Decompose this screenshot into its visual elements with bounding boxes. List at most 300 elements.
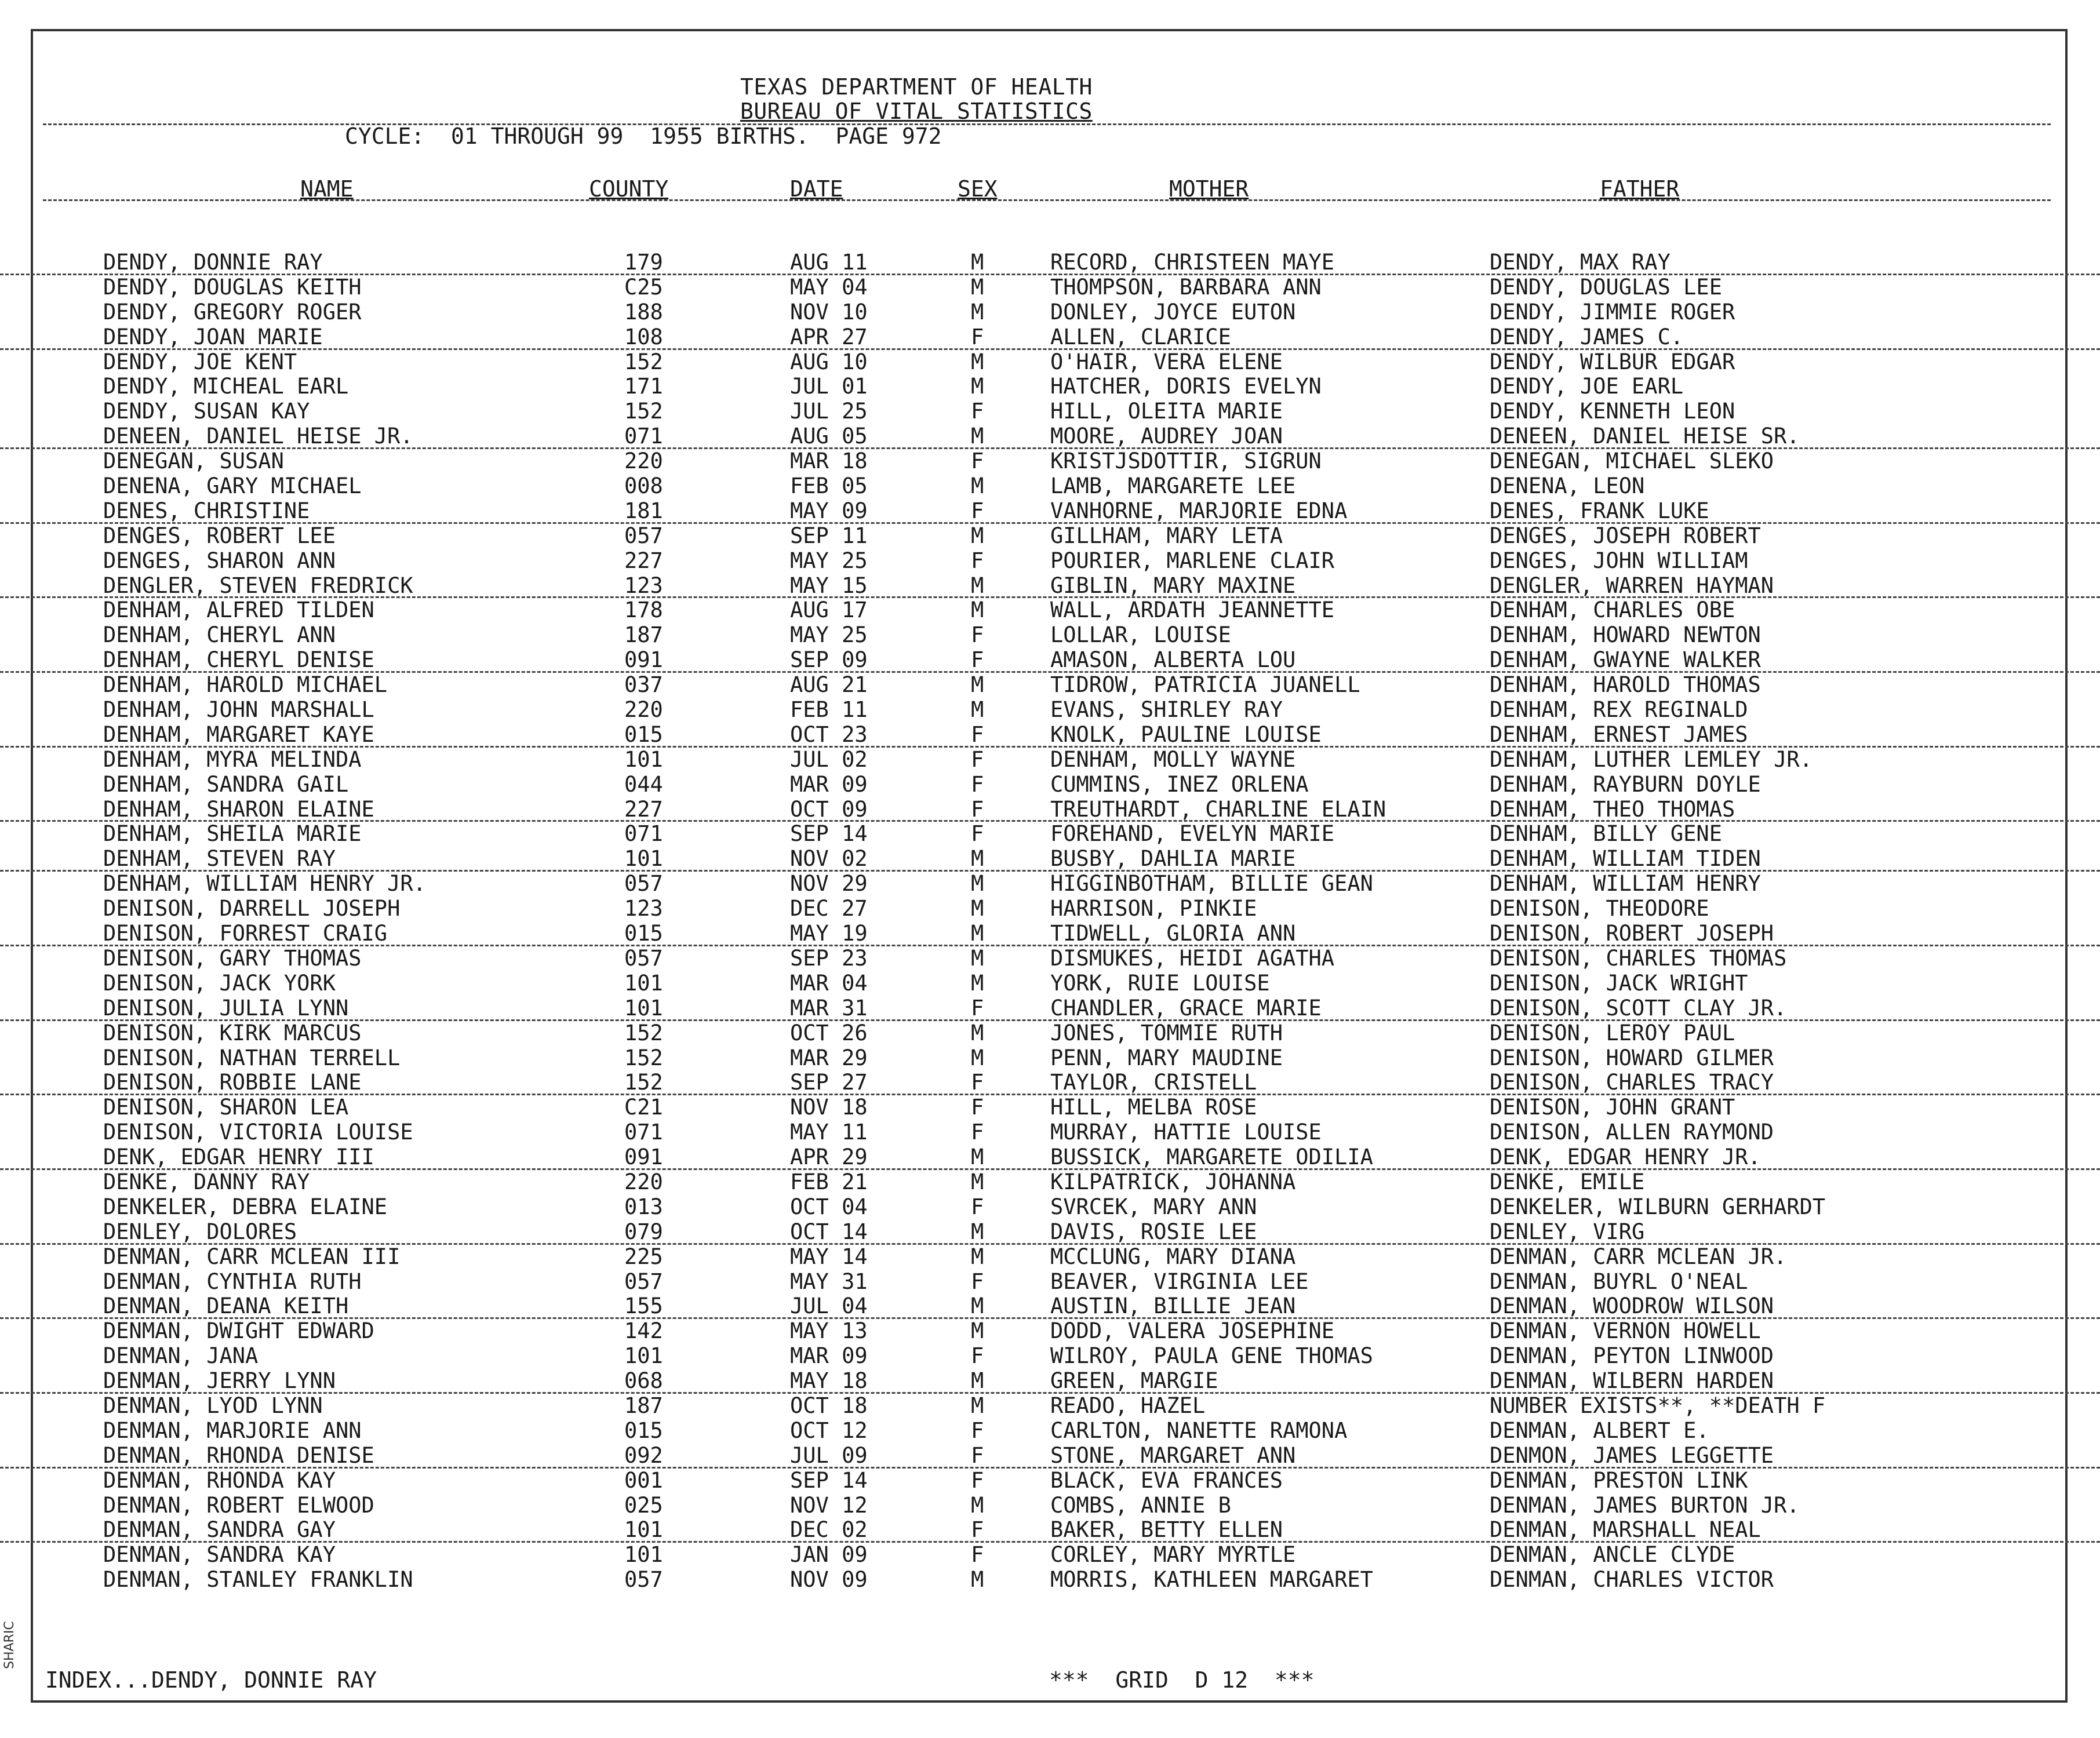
cell-date: NOV 29 <box>790 871 868 897</box>
cell-father: DENHAM, BILLY GENE <box>1490 821 1722 847</box>
cell-county: 057 <box>624 523 663 548</box>
cell-date: MAY 25 <box>790 622 868 648</box>
table-row <box>0 1120 2100 1145</box>
cell-sex: M <box>971 1492 984 1518</box>
table-row <box>0 1493 2100 1518</box>
cell-father: DENDY, KENNETH LEON <box>1490 399 1735 424</box>
cell-sex: F <box>971 1467 984 1493</box>
table-row <box>0 275 2100 300</box>
cell-father: DENEGAN, MICHAEL SLEKO <box>1490 449 1774 474</box>
page-title: TEXAS DEPARTMENT OF HEALTH <box>740 74 1093 100</box>
cell-county: 188 <box>624 299 663 325</box>
cell-county: 220 <box>624 1169 663 1194</box>
table-row <box>0 698 2100 723</box>
table-row <box>0 1220 2100 1245</box>
cell-name: DENDY, DONNIE RAY <box>103 250 323 275</box>
cell-name: DENEEN, DANIEL HEISE JR. <box>103 424 413 449</box>
cell-date: JAN 09 <box>790 1542 868 1568</box>
table-row <box>0 325 2100 350</box>
table-row <box>0 1245 2100 1270</box>
cell-date: MAR 09 <box>790 1343 868 1369</box>
cell-county: 015 <box>624 722 663 747</box>
cell-father: DENES, FRANK LUKE <box>1490 498 1709 523</box>
cell-sex: M <box>971 1393 984 1418</box>
table-row <box>0 1021 2100 1046</box>
cell-county: 142 <box>624 1318 663 1344</box>
col-header-sex: SEX <box>958 176 998 202</box>
cell-sex: M <box>971 871 984 897</box>
table-row <box>0 1095 2100 1120</box>
cell-sex: F <box>971 498 984 523</box>
table-row <box>0 574 2100 599</box>
table-row <box>0 996 2100 1021</box>
table-row <box>0 250 2100 275</box>
cell-county: 152 <box>624 349 663 374</box>
cell-name: DENISON, GARY THOMAS <box>103 945 362 971</box>
cell-father: DENISON, ROBERT JOSEPH <box>1490 921 1774 946</box>
cell-county: 079 <box>624 1219 663 1244</box>
cell-date: DEC 27 <box>790 896 868 921</box>
cell-father: DENHAM, ERNEST JAMES <box>1490 722 1748 747</box>
cell-sex: M <box>971 1045 984 1070</box>
cell-sex: F <box>971 1442 984 1468</box>
cell-mother: READO, HAZEL <box>1050 1393 1206 1418</box>
cell-date: OCT 26 <box>790 1020 868 1045</box>
cell-father: DENMAN, CARR MCLEAN JR. <box>1490 1244 1787 1269</box>
cell-date: MAR 29 <box>790 1045 868 1070</box>
cell-date: OCT 14 <box>790 1219 868 1244</box>
cell-father: DENHAM, HAROLD THOMAS <box>1490 672 1761 698</box>
cell-name: DENISON, JULIA LYNN <box>103 995 349 1021</box>
cell-sex: M <box>971 970 984 996</box>
table-row <box>0 623 2100 648</box>
cell-father: DENISON, CHARLES TRACY <box>1490 1070 1774 1095</box>
cell-sex: M <box>971 523 984 548</box>
cycle-line: CYCLE: 01 THROUGH 99 1955 BIRTHS. PAGE 972 <box>345 123 942 149</box>
table-row <box>0 1070 2100 1095</box>
cell-mother: HIGGINBOTHAM, BILLIE GEAN <box>1050 871 1373 897</box>
cell-county: 057 <box>624 1269 663 1294</box>
cell-mother: YORK, RUIE LOUISE <box>1050 970 1270 996</box>
cell-date: NOV 10 <box>790 299 868 325</box>
cell-name: DENDY, JOAN MARIE <box>103 324 323 349</box>
table-row <box>0 971 2100 996</box>
cell-county: 057 <box>624 1567 663 1593</box>
cell-name: DENISON, FORREST CRAIG <box>103 921 388 946</box>
cell-sex: M <box>971 1145 984 1170</box>
cell-county: 101 <box>624 1517 663 1543</box>
cell-sex: M <box>971 424 984 449</box>
cell-county: 227 <box>624 548 663 573</box>
cell-mother: LAMB, MARGARETE LEE <box>1050 473 1296 499</box>
cell-mother: DAVIS, ROSIE LEE <box>1050 1219 1257 1244</box>
table-row <box>0 1469 2100 1493</box>
cell-county: 092 <box>624 1442 663 1468</box>
cell-mother: JONES, TOMMIE RUTH <box>1050 1020 1283 1045</box>
cell-county: 152 <box>624 1045 663 1070</box>
cell-county: 220 <box>624 449 663 474</box>
cell-sex: M <box>971 597 984 623</box>
cell-name: DENISON, JACK YORK <box>103 970 336 996</box>
cell-father: DENISON, HOWARD GILMER <box>1490 1045 1774 1070</box>
table-row <box>0 1319 2100 1344</box>
cell-county: 091 <box>624 647 663 673</box>
cell-date: MAY 09 <box>790 498 868 523</box>
table-row <box>0 1270 2100 1295</box>
cell-date: NOV 18 <box>790 1095 868 1120</box>
cell-date: MAR 31 <box>790 995 868 1021</box>
table-row <box>0 723 2100 748</box>
cell-name: DENISON, ROBBIE LANE <box>103 1070 362 1095</box>
cell-name: DENMAN, DEANA KEITH <box>103 1294 349 1319</box>
cell-name: DENHAM, SHARON ELAINE <box>103 796 374 822</box>
cell-father: DENMAN, PRESTON LINK <box>1490 1467 1748 1493</box>
cell-sex: F <box>971 647 984 673</box>
table-row <box>0 1046 2100 1071</box>
margin-label: SHARIC <box>2 1621 17 1669</box>
cell-father: DENISON, CHARLES THOMAS <box>1490 945 1787 971</box>
cell-mother: MURRAY, HATTIE LOUISE <box>1050 1120 1322 1145</box>
cell-mother: KILPATRICK, JOHANNA <box>1050 1169 1296 1194</box>
cell-county: 068 <box>624 1368 663 1394</box>
cell-mother: KRISTJSDOTTIR, SIGRUN <box>1050 449 1322 474</box>
cell-father: DENHAM, RAYBURN DOYLE <box>1490 771 1761 797</box>
index-footer: INDEX...DENDY, DONNIE RAY <box>45 1667 377 1693</box>
table-row <box>0 1419 2100 1444</box>
cell-mother: EVANS, SHIRLEY RAY <box>1050 697 1283 723</box>
col-header-father: FATHER <box>1600 176 1680 202</box>
cell-mother: HILL, MELBA ROSE <box>1050 1095 1257 1120</box>
table-row <box>0 797 2100 822</box>
cell-county: C21 <box>624 1095 663 1120</box>
cell-name: DENDY, GREGORY ROGER <box>103 299 362 325</box>
cell-name: DENKE, DANNY RAY <box>103 1169 310 1194</box>
cell-sex: F <box>971 1095 984 1120</box>
cell-mother: COMBS, ANNIE B <box>1050 1492 1231 1518</box>
cell-sex: M <box>971 1318 984 1344</box>
cell-date: NOV 12 <box>790 1492 868 1518</box>
cell-sex: M <box>971 921 984 946</box>
cell-name: DENHAM, CHERYL DENISE <box>103 647 374 673</box>
cell-date: MAY 04 <box>790 274 868 300</box>
cell-name: DENHAM, WILLIAM HENRY JR. <box>103 871 426 897</box>
cell-county: 015 <box>624 921 663 946</box>
cell-date: SEP 27 <box>790 1070 868 1095</box>
cell-date: MAY 13 <box>790 1318 868 1344</box>
cell-father: DENISON, ALLEN RAYMOND <box>1490 1120 1774 1145</box>
cell-father: DENMON, JAMES LEGGETTE <box>1490 1442 1774 1468</box>
cell-date: MAR 09 <box>790 771 868 797</box>
cell-name: DENISON, NATHAN TERRELL <box>103 1045 401 1070</box>
cell-father: DENLEY, VIRG <box>1490 1219 1645 1244</box>
cell-county: 057 <box>624 945 663 971</box>
cell-name: DENDY, DOUGLAS KEITH <box>103 274 362 300</box>
cell-father: DENDY, DOUGLAS LEE <box>1490 274 1722 300</box>
cell-county: 025 <box>624 1492 663 1518</box>
cell-name: DENISON, VICTORIA LOUISE <box>103 1120 413 1145</box>
cell-sex: M <box>971 945 984 971</box>
cell-sex: M <box>971 349 984 374</box>
table-row <box>0 1543 2100 1568</box>
col-header-mother: MOTHER <box>1169 176 1249 202</box>
cell-mother: MOORE, AUDREY JOAN <box>1050 424 1283 449</box>
cell-county: 015 <box>624 1418 663 1443</box>
cell-father: DENMAN, MARSHALL NEAL <box>1490 1517 1761 1543</box>
cell-name: DENMAN, ROBERT ELWOOD <box>103 1492 374 1518</box>
col-header-county: COUNTY <box>589 176 669 202</box>
cell-sex: F <box>971 548 984 573</box>
cell-county: 057 <box>624 871 663 897</box>
cell-mother: DISMUKES, HEIDI AGATHA <box>1050 945 1335 971</box>
cell-sex: M <box>971 374 984 399</box>
table-row <box>0 300 2100 325</box>
cell-father: DENHAM, GWAYNE WALKER <box>1490 647 1761 673</box>
cell-mother: TAYLOR, CRISTELL <box>1050 1070 1257 1095</box>
cell-sex: F <box>971 1194 984 1219</box>
cell-name: DENHAM, ALFRED TILDEN <box>103 597 374 623</box>
cell-mother: WILROY, PAULA GENE THOMAS <box>1050 1343 1373 1369</box>
cell-county: 101 <box>624 846 663 872</box>
cell-name: DENISON, DARRELL JOSEPH <box>103 896 401 921</box>
cell-name: DENHAM, SANDRA GAIL <box>103 771 349 797</box>
cell-sex: F <box>971 722 984 747</box>
cell-county: 155 <box>624 1294 663 1319</box>
cell-sex: M <box>971 1169 984 1194</box>
cell-name: DENENA, GARY MICHAEL <box>103 473 362 499</box>
cell-sex: M <box>971 896 984 921</box>
cell-sex: F <box>971 1517 984 1543</box>
cell-father: DENMAN, JAMES BURTON JR. <box>1490 1492 1800 1518</box>
cell-county: 071 <box>624 424 663 449</box>
cell-name: DENMAN, CARR MCLEAN III <box>103 1244 401 1269</box>
cell-father: DENK, EDGAR HENRY JR. <box>1490 1145 1761 1170</box>
cell-name: DENKELER, DEBRA ELAINE <box>103 1194 388 1219</box>
cell-father: DENDY, JAMES C. <box>1490 324 1684 349</box>
cell-date: OCT 04 <box>790 1194 868 1219</box>
table-row <box>0 1444 2100 1469</box>
cell-name: DENISON, KIRK MARCUS <box>103 1020 362 1045</box>
cell-sex: F <box>971 1418 984 1443</box>
cell-county: 123 <box>624 573 663 598</box>
cell-father: DENMAN, WOODROW WILSON <box>1490 1294 1774 1319</box>
cell-date: FEB 21 <box>790 1169 868 1194</box>
table-row <box>0 1369 2100 1394</box>
cell-name: DENMAN, STANLEY FRANKLIN <box>103 1567 413 1593</box>
cell-father: DENGLER, WARREN HAYMAN <box>1490 573 1774 598</box>
cell-date: MAY 11 <box>790 1120 868 1145</box>
cell-mother: PENN, MARY MAUDINE <box>1050 1045 1283 1070</box>
cell-father: DENKELER, WILBURN GERHARDT <box>1490 1194 1826 1219</box>
cell-date: FEB 11 <box>790 697 868 723</box>
cell-date: MAR 04 <box>790 970 868 996</box>
cell-sex: F <box>971 1542 984 1568</box>
table-row <box>0 1195 2100 1220</box>
cell-father: DENHAM, HOWARD NEWTON <box>1490 622 1761 648</box>
cell-mother: BUSSICK, MARGARETE ODILIA <box>1050 1145 1373 1170</box>
cell-mother: STONE, MARGARET ANN <box>1050 1442 1296 1468</box>
cell-father: DENENA, LEON <box>1490 473 1645 499</box>
cell-sex: M <box>971 1020 984 1045</box>
header-divider <box>43 123 2051 125</box>
cell-father: DENMAN, VERNON HOWELL <box>1490 1318 1761 1344</box>
table-row <box>0 549 2100 574</box>
cell-sex: F <box>971 1343 984 1369</box>
cell-date: JUL 02 <box>790 746 868 772</box>
cell-father: DENISON, THEODORE <box>1490 896 1709 921</box>
cell-father: NUMBER EXISTS**, **DEATH F <box>1490 1393 1826 1418</box>
cell-date: APR 29 <box>790 1145 868 1170</box>
records-table <box>0 250 2100 1593</box>
cell-county: 123 <box>624 896 663 921</box>
cell-county: C25 <box>624 274 663 300</box>
cell-county: 152 <box>624 1020 663 1045</box>
cell-father: DENHAM, LUTHER LEMLEY JR. <box>1490 746 1813 772</box>
cell-sex: M <box>971 1294 984 1319</box>
cell-date: MAY 14 <box>790 1244 868 1269</box>
cell-father: DENMAN, ANCLE CLYDE <box>1490 1542 1735 1568</box>
cell-father: DENMAN, CHARLES VICTOR <box>1490 1567 1774 1593</box>
cell-date: AUG 17 <box>790 597 868 623</box>
table-row <box>0 1518 2100 1543</box>
cell-mother: GILLHAM, MARY LETA <box>1050 523 1283 548</box>
cell-sex: M <box>971 1219 984 1244</box>
cell-mother: TIDWELL, GLORIA ANN <box>1050 921 1296 946</box>
cell-mother: WALL, ARDATH JEANNETTE <box>1050 597 1335 623</box>
cell-mother: RECORD, CHRISTEEN MAYE <box>1050 250 1335 275</box>
cell-county: 071 <box>624 821 663 847</box>
cell-mother: BLACK, EVA FRANCES <box>1050 1467 1283 1493</box>
cell-father: DENMAN, PEYTON LINWOOD <box>1490 1343 1774 1369</box>
cell-sex: M <box>971 672 984 698</box>
cell-father: DENGES, JOHN WILLIAM <box>1490 548 1748 573</box>
cell-mother: THOMPSON, BARBARA ANN <box>1050 274 1322 300</box>
cell-name: DENHAM, HAROLD MICHAEL <box>103 672 388 698</box>
table-row <box>0 673 2100 698</box>
cell-sex: M <box>971 846 984 872</box>
cell-father: DENEEN, DANIEL HEISE SR. <box>1490 424 1800 449</box>
cell-father: DENDY, MAX RAY <box>1490 250 1670 275</box>
cell-father: DENISON, JACK WRIGHT <box>1490 970 1748 996</box>
cell-date: SEP 09 <box>790 647 868 673</box>
cell-mother: BAKER, BETTY ELLEN <box>1050 1517 1283 1543</box>
cell-name: DENISON, SHARON LEA <box>103 1095 349 1120</box>
cell-name: DENMAN, RHONDA DENISE <box>103 1442 374 1468</box>
cell-sex: M <box>971 250 984 275</box>
cell-date: MAY 19 <box>790 921 868 946</box>
cell-date: JUL 09 <box>790 1442 868 1468</box>
cell-name: DENHAM, MARGARET KAYE <box>103 722 374 747</box>
cell-father: DENMAN, BUYRL O'NEAL <box>1490 1269 1748 1294</box>
cell-date: MAY 15 <box>790 573 868 598</box>
cell-date: JUL 01 <box>790 374 868 399</box>
cell-name: DENEGAN, SUSAN <box>103 449 284 474</box>
cell-date: SEP 11 <box>790 523 868 548</box>
cell-father: DENMAN, ALBERT E. <box>1490 1418 1709 1443</box>
cell-father: DENGES, JOSEPH ROBERT <box>1490 523 1761 548</box>
cell-father: DENDY, JOE EARL <box>1490 374 1684 399</box>
cell-name: DENK, EDGAR HENRY III <box>103 1145 374 1170</box>
cell-county: 220 <box>624 697 663 723</box>
cell-county: 178 <box>624 597 663 623</box>
cell-date: SEP 14 <box>790 1467 868 1493</box>
table-row <box>0 424 2100 449</box>
table-row <box>0 350 2100 375</box>
cell-mother: AUSTIN, BILLIE JEAN <box>1050 1294 1296 1319</box>
cell-county: 001 <box>624 1467 663 1493</box>
table-row <box>0 1344 2100 1369</box>
cell-name: DENHAM, STEVEN RAY <box>103 846 336 872</box>
cell-county: 101 <box>624 1542 663 1568</box>
cell-sex: M <box>971 573 984 598</box>
cell-mother: MCCLUNG, MARY DIANA <box>1050 1244 1296 1269</box>
cell-date: MAY 25 <box>790 548 868 573</box>
table-row <box>0 1394 2100 1419</box>
cell-sex: M <box>971 473 984 499</box>
cell-county: 181 <box>624 498 663 523</box>
cell-date: DEC 02 <box>790 1517 868 1543</box>
cell-county: 101 <box>624 1343 663 1369</box>
cell-mother: DONLEY, JOYCE EUTON <box>1050 299 1296 325</box>
cell-father: DENDY, JIMMIE ROGER <box>1490 299 1735 325</box>
cell-mother: HATCHER, DORIS EVELYN <box>1050 374 1322 399</box>
table-row <box>0 872 2100 897</box>
cell-date: JUL 04 <box>790 1294 868 1319</box>
cell-sex: M <box>971 697 984 723</box>
cell-father: DENISON, LEROY PAUL <box>1490 1020 1735 1045</box>
table-row <box>0 1294 2100 1319</box>
cell-father: DENKE, EMILE <box>1490 1169 1645 1194</box>
cell-mother: DENHAM, MOLLY WAYNE <box>1050 746 1296 772</box>
bureau-title: BUREAU OF VITAL STATISTICS <box>740 99 1093 124</box>
cell-mother: VANHORNE, MARJORIE EDNA <box>1050 498 1348 523</box>
cell-sex: M <box>971 274 984 300</box>
cell-date: MAR 18 <box>790 449 868 474</box>
cell-sex: M <box>971 1244 984 1269</box>
cell-mother: MORRIS, KATHLEEN MARGARET <box>1050 1567 1373 1593</box>
cell-mother: AMASON, ALBERTA LOU <box>1050 647 1296 673</box>
cell-name: DENGES, ROBERT LEE <box>103 523 336 548</box>
cell-date: AUG 05 <box>790 424 868 449</box>
cell-mother: GIBLIN, MARY MAXINE <box>1050 573 1296 598</box>
cell-date: AUG 11 <box>790 250 868 275</box>
cell-date: JUL 25 <box>790 399 868 424</box>
cell-sex: F <box>971 746 984 772</box>
cell-mother: CARLTON, NANETTE RAMONA <box>1050 1418 1348 1443</box>
table-row <box>0 773 2100 797</box>
cell-sex: F <box>971 821 984 847</box>
cell-mother: CHANDLER, GRACE MARIE <box>1050 995 1322 1021</box>
cell-date: NOV 02 <box>790 846 868 872</box>
cell-name: DENMAN, SANDRA KAY <box>103 1542 336 1568</box>
cell-name: DENMAN, LYOD LYNN <box>103 1393 323 1418</box>
cell-father: DENISON, SCOTT CLAY JR. <box>1490 995 1787 1021</box>
cell-mother: DODD, VALERA JOSEPHINE <box>1050 1318 1335 1344</box>
cell-sex: F <box>971 1120 984 1145</box>
cell-date: SEP 14 <box>790 821 868 847</box>
cell-name: DENHAM, CHERYL ANN <box>103 622 336 648</box>
cell-mother: KNOLK, PAULINE LOUISE <box>1050 722 1322 747</box>
table-row <box>0 524 2100 549</box>
cell-sex: M <box>971 1368 984 1394</box>
table-row <box>0 921 2100 946</box>
cell-date: APR 27 <box>790 324 868 349</box>
cell-mother: CORLEY, MARY MYRTLE <box>1050 1542 1296 1568</box>
cell-county: 152 <box>624 1070 663 1095</box>
cell-mother: HILL, OLEITA MARIE <box>1050 399 1283 424</box>
cell-name: DENDY, JOE KENT <box>103 349 297 374</box>
cell-name: DENMAN, DWIGHT EDWARD <box>103 1318 374 1344</box>
cell-sex: M <box>971 299 984 325</box>
